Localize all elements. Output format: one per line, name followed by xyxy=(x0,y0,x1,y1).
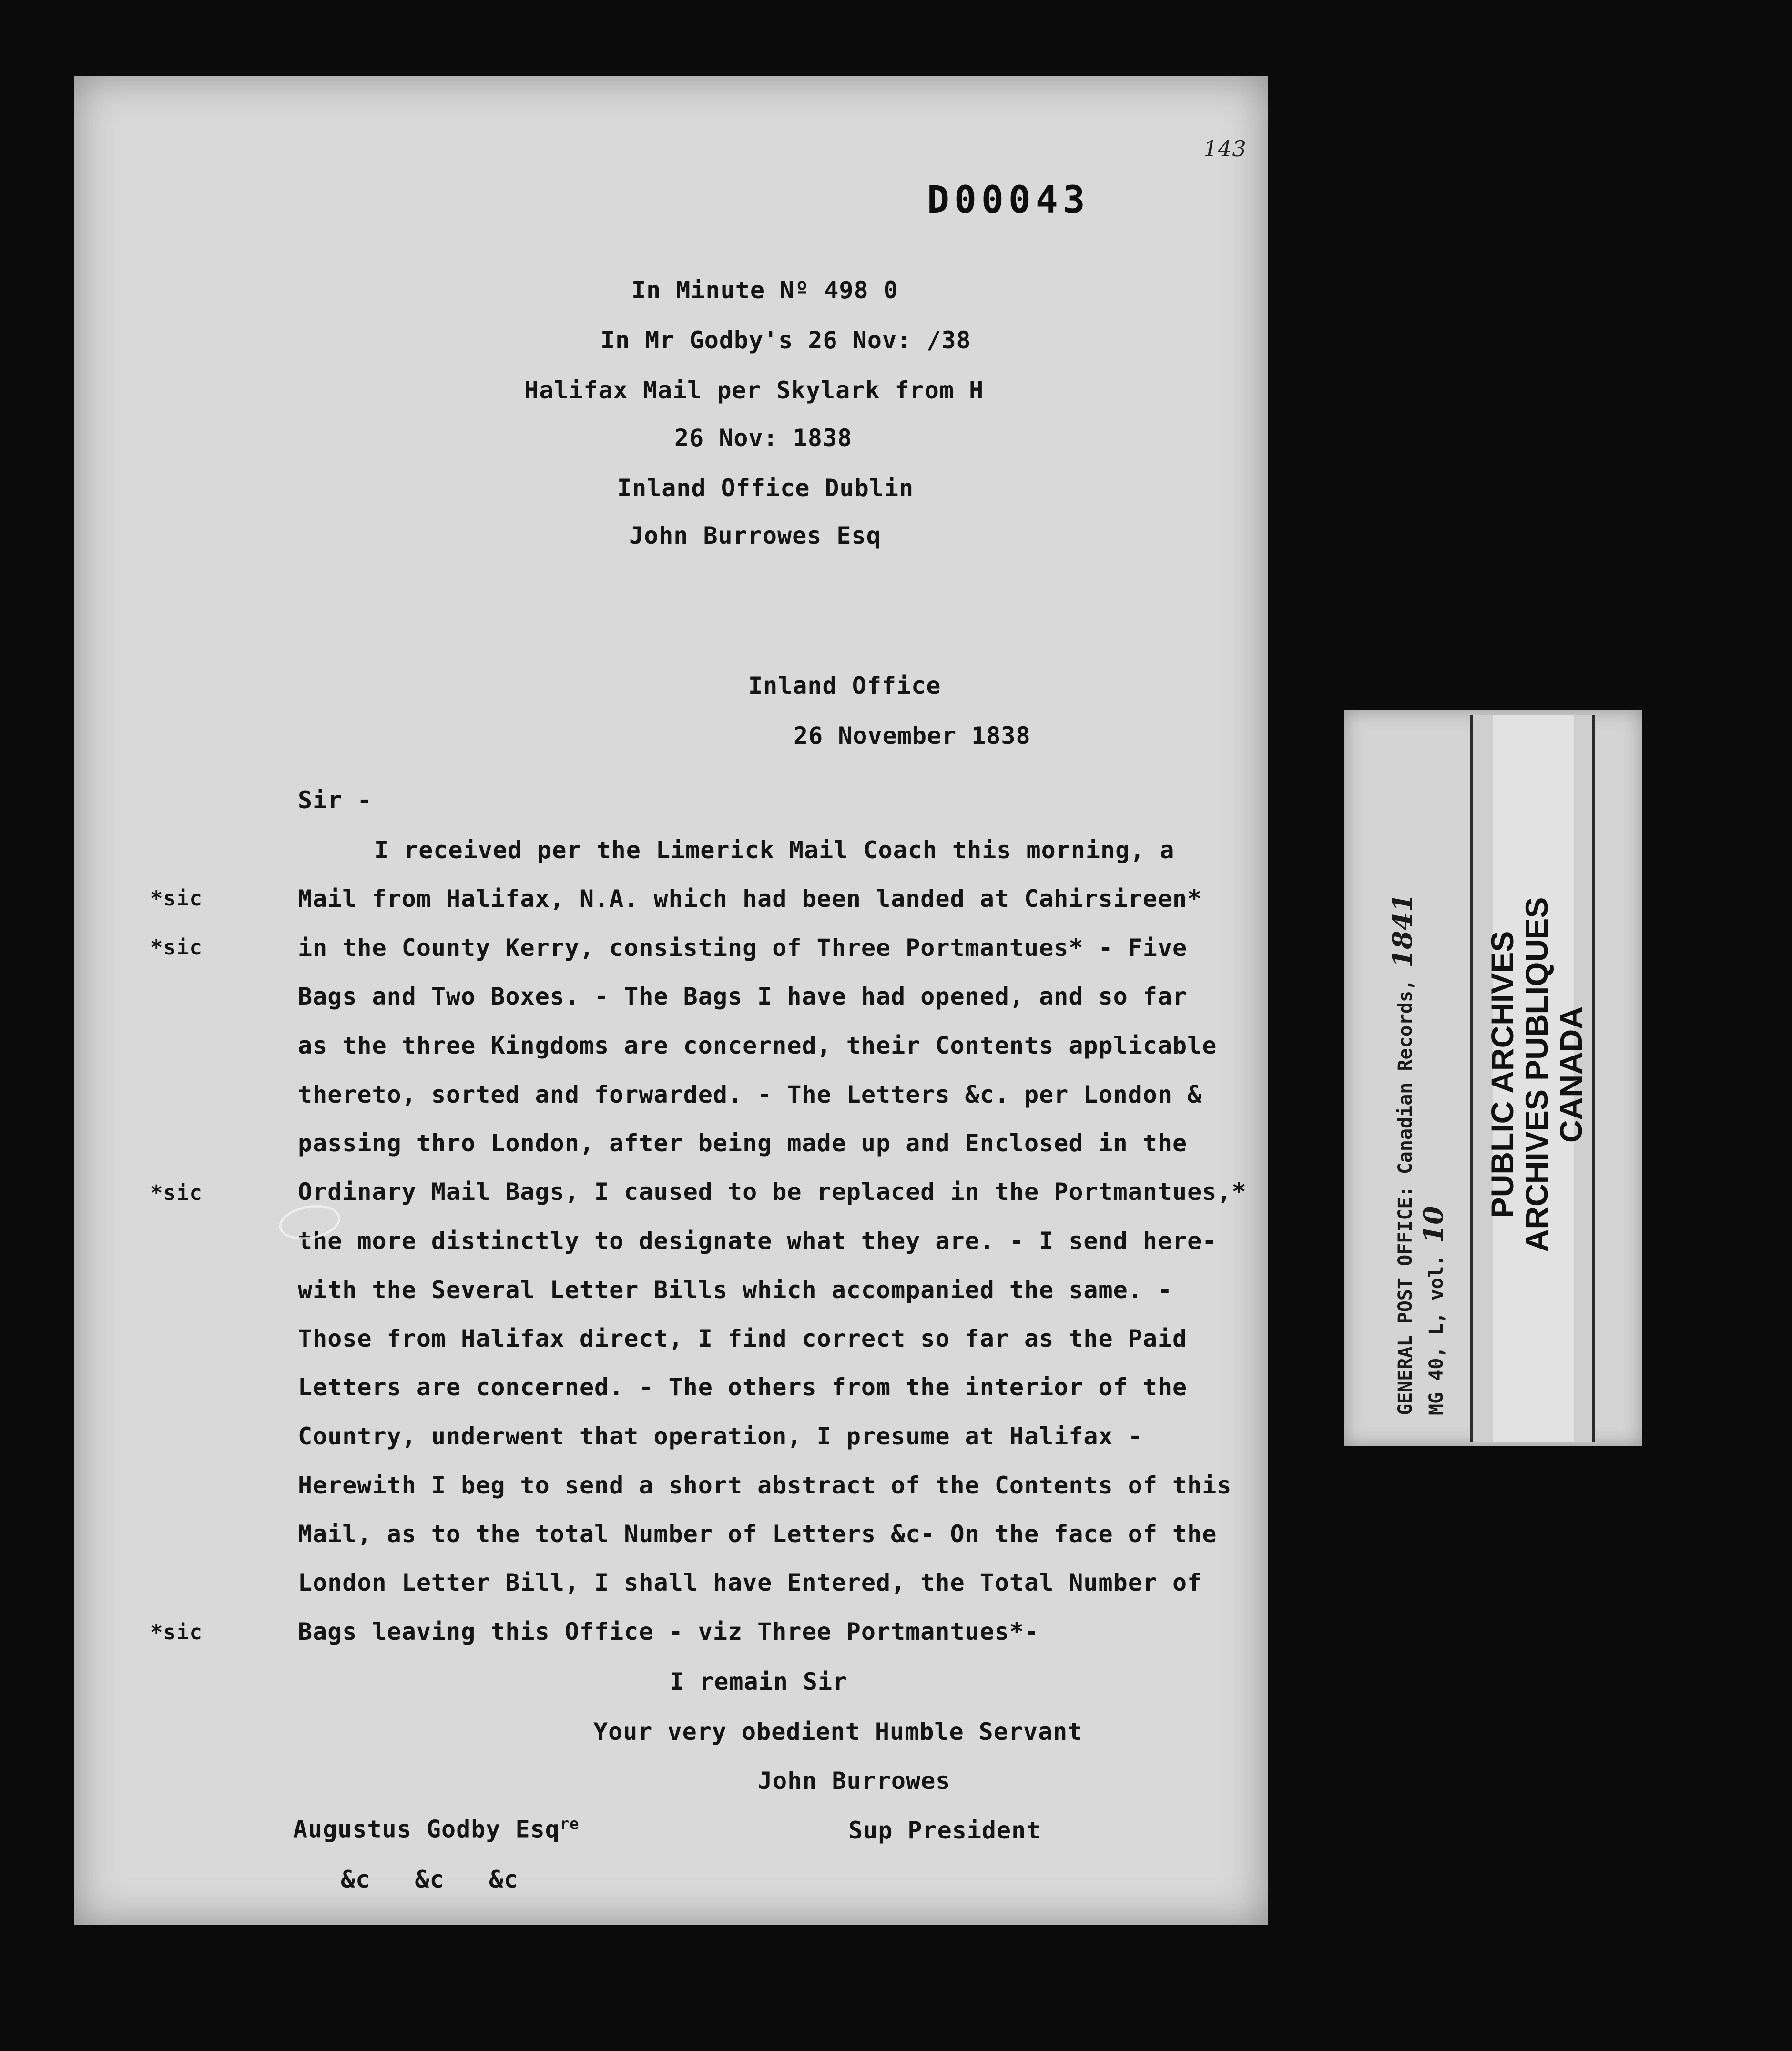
body-line: Herewith I beg to send a short abstract of the Contents of this xyxy=(298,1472,1232,1499)
body-line: the more distinctly to designate what they are. - I send here- xyxy=(298,1227,1217,1255)
signature-title: Sup President xyxy=(848,1817,1041,1844)
signature-name: John Burrowes xyxy=(758,1767,951,1795)
label-line-2-hand: 10 xyxy=(1418,1206,1449,1243)
header-line: 26 Nov: 1838 xyxy=(674,424,853,452)
body-line: Letters are concerned. - The others from the interior of the xyxy=(298,1373,1188,1401)
body-line: London Letter Bill, I shall have Entered, the Total Number of xyxy=(298,1569,1202,1596)
body-line: Bags and Two Boxes. - The Bags I have had opened, and so far xyxy=(298,983,1188,1010)
sic-note: *sic xyxy=(150,886,203,911)
body-line: as the three Kingdoms are concerned, their Contents applicable xyxy=(298,1032,1217,1059)
body-line: I received per the Limerick Mail Coach this morning, a xyxy=(374,836,1175,864)
institution-line: PUBLIC ARCHIVES xyxy=(1485,931,1520,1218)
body-line: Mail from Halifax, N.A. which had been landed at Cahirsireen* xyxy=(298,885,1202,913)
label-line-1 xyxy=(1387,894,1418,1415)
body-line: with the Several Letter Bills which accompanied the same. - xyxy=(298,1276,1173,1304)
label-line-2-text: MG 40, L, vol. xyxy=(1425,1243,1447,1415)
addressee-name: Augustus Godby Esq xyxy=(293,1815,560,1843)
header-line: In Mr Godby's 26 Nov: /38 xyxy=(601,326,971,354)
addressee xyxy=(293,1815,579,1843)
body-line: passing thro London, after being made up and Enclosed in the xyxy=(298,1129,1188,1157)
place: Inland Office xyxy=(748,672,941,700)
archive-label xyxy=(1344,710,1642,1446)
salutation: Sir - xyxy=(298,786,372,814)
sic-note: *sic xyxy=(150,1181,203,1205)
addressee-superscript: re xyxy=(560,1815,580,1833)
header-line: Halifax Mail per Skylark from H xyxy=(524,376,984,404)
body-line: Ordinary Mail Bags, I caused to be replaced in the Portmantues,* xyxy=(298,1178,1247,1206)
header-line: John Burrowes Esq xyxy=(629,522,881,549)
closing-line: I remain Sir xyxy=(670,1668,848,1696)
body-line: thereto, sorted and forwarded. - The Letters &c. per London & xyxy=(298,1081,1202,1108)
closing-line: Your very obedient Humble Servant xyxy=(593,1718,1083,1746)
institution-name xyxy=(1485,872,1588,1277)
header-line: In Minute Nº 498 0 xyxy=(631,276,898,304)
date: 26 November 1838 xyxy=(794,722,1031,750)
document-page xyxy=(74,76,1268,1925)
body-line: in the County Kerry, consisting of Three Portmantues* - Five xyxy=(298,934,1188,962)
body-line: Bags leaving this Office - viz Three Portmantues*- xyxy=(298,1618,1039,1645)
sic-note: *sic xyxy=(150,935,203,960)
archive-strip xyxy=(1470,715,1595,1442)
body-line: Those from Halifax direct, I find correct so far as the Paid xyxy=(298,1325,1188,1352)
institution-line: ARCHIVES PUBLIQUES xyxy=(1519,897,1554,1252)
header-line: Inland Office Dublin xyxy=(617,474,914,502)
label-line-1-hand: 1841 xyxy=(1387,893,1418,968)
sic-note: *sic xyxy=(150,1620,203,1645)
body-line: Mail, as to the total Number of Letters &c- On the face of the xyxy=(298,1520,1217,1548)
label-line-1-text: GENERAL POST OFFICE: Canadian Records, xyxy=(1395,967,1416,1415)
body-line: Country, underwent that operation, I presume at Halifax - xyxy=(298,1422,1143,1450)
addressee-etc: &c &c &c xyxy=(341,1866,519,1893)
folio-number: 143 xyxy=(1203,136,1247,162)
institution-line: CANADA xyxy=(1553,1006,1588,1143)
stamp-number: D00043 xyxy=(927,179,1090,222)
label-line-2 xyxy=(1418,1206,1449,1415)
